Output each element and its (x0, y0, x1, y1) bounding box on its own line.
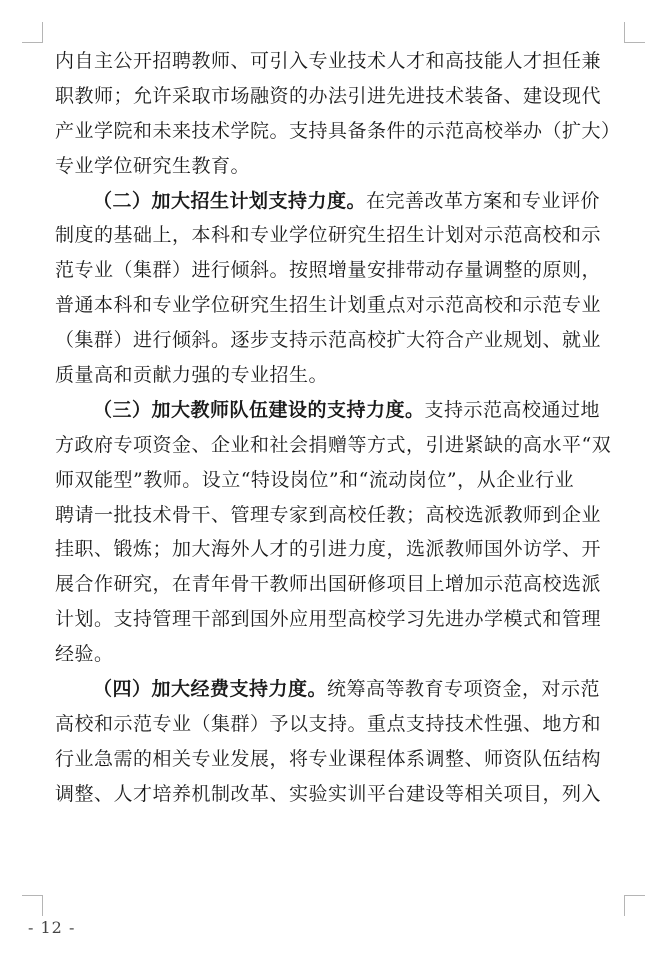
text-line: （二）加大招生计划支持力度。在完善改革方案和专业评价 (93, 189, 601, 212)
text-line: 行业急需的相关专业发展，将专业课程体系调整、师资队伍结构 (55, 747, 602, 770)
text-line: 调整、人才培养机制改革、实验实训平台建设等相关项目，列入 (55, 782, 602, 805)
crop-mark-top-left (22, 22, 43, 43)
text-line: （集群）进行倾斜。逐步支持示范高校扩大符合产业规划、就业 (55, 329, 602, 352)
text-line: 计划。支持管理干部到国外应用型高校学习先进办学模式和管理 (55, 608, 602, 631)
paragraph-2 (55, 184, 632, 393)
text-line: 内自主公开招聘教师、可引入专业技术人才和高技能人才担任兼 (55, 50, 602, 72)
text-line: 产业学院和未来技术学院。支持具备条件的示范高校举办（扩大） (55, 119, 621, 142)
text-line: 师双能型”教师。设立“特设岗位”和“流动岗位”，从企业行业 (55, 468, 575, 491)
text-line: 范专业（集群）进行倾斜。按照增量安排带动存量调整的原则， (55, 259, 602, 282)
text-line: 质量高和贡献力强的专业招生。 (55, 364, 329, 387)
page-number: - 12 - (28, 918, 76, 937)
section-heading-3: （三）加大教师队伍建设的支持力度。 (93, 398, 425, 421)
text-line: 展合作研究，在青年骨干教师出国研修项目上增加示范高校选派 (55, 573, 602, 596)
section-heading-4: （四）加大经费支持力度。 (93, 678, 328, 701)
text-line: （四）加大经费支持力度。统筹高等教育专项资金，对示范 (93, 678, 601, 701)
text-line: 专业学位研究生教育。 (55, 154, 251, 177)
text-line: 职教师；允许采取市场融资的办法引进先进技术装备、建设现代 (55, 84, 602, 107)
text-line: 挂职、锻炼；加大海外人才的引进力度，选派教师国外访学、开 (55, 538, 602, 561)
crop-mark-bottom-right (624, 895, 645, 916)
paragraph-4 (55, 672, 632, 812)
crop-mark-bottom-left (22, 895, 43, 916)
text-line: 制度的基础上，本科和专业学位研究生招生计划对示范高校和示 (55, 224, 602, 247)
text-line: 高校和示范专业（集群）予以支持。重点支持技术性强、地方和 (55, 712, 602, 735)
crop-mark-top-right (624, 22, 645, 43)
section-heading-2: （二）加大招生计划支持力度。 (93, 189, 367, 212)
paragraph-3 (55, 393, 632, 672)
text-line: 经验。 (55, 643, 114, 666)
text-line: 普通本科和专业学位研究生招生计划重点对示范高校和示范专业 (55, 294, 602, 317)
text-line: 方政府专项资金、企业和社会捐赠等方式，引进紧缺的高水平“双 (55, 433, 612, 456)
text-line: 聘请一批技术骨干、管理专家到高校任教；高校选派教师到企业 (55, 503, 602, 526)
paragraph-1 (55, 44, 632, 184)
text-line: （三）加大教师队伍建设的支持力度。支持示范高校通过地 (93, 398, 601, 421)
document-body (55, 44, 632, 812)
